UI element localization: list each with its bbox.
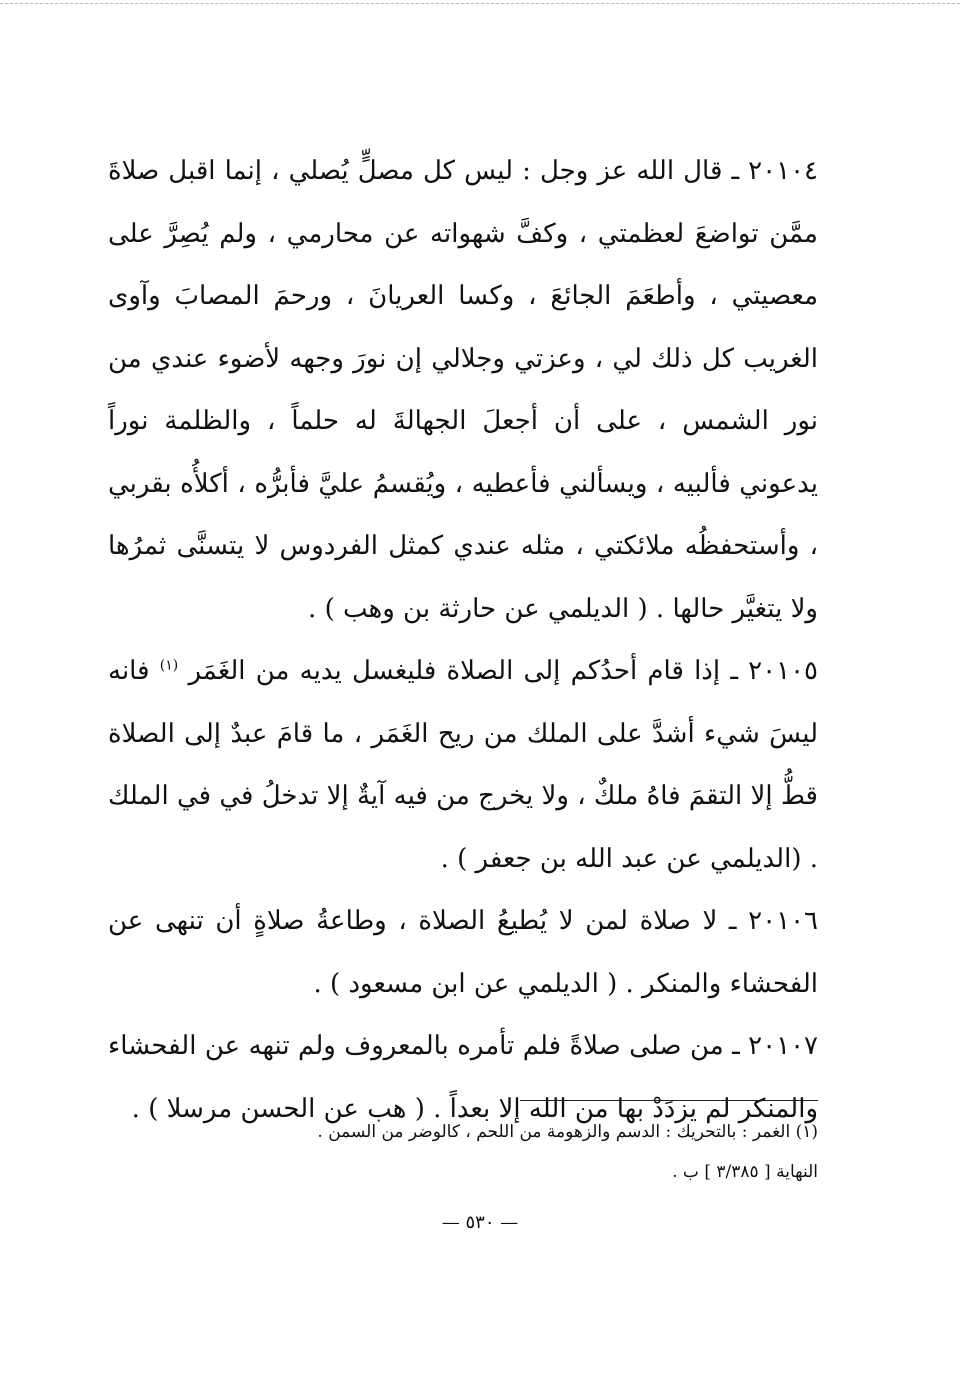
hadith-text: ـ إذا قام أحدُكم إلى الصلاة فليغسل يديه من الغَمَر xyxy=(188,656,749,686)
hadith-paragraph-20105 xyxy=(108,640,818,890)
hadith-number: ٢٠١٠٥ xyxy=(748,656,818,686)
scan-edge-line xyxy=(0,3,960,4)
hadith-number: ٢٠١٠٤ xyxy=(748,156,818,186)
footnotes xyxy=(108,1112,818,1192)
hadith-number: ٢٠١٠٦ xyxy=(748,906,818,936)
page-body xyxy=(108,140,818,1140)
hadith-text: ـ من صلى صلاةً فلم تأمره بالمعروف ولم تنهه عن الفحشاء والمنكر لم يزدَدْ بها من الله إلا بعداً . ( هب عن الحسن مرسلا ) . xyxy=(108,1031,818,1124)
footnote-marker: (١) xyxy=(159,657,179,674)
hadith-paragraph-20106 xyxy=(108,890,818,1015)
hadith-paragraph-20104 xyxy=(108,140,818,640)
hadith-text: ـ قال الله عز وجل : ليس كل مصلٍّ يُصلي ، إنما اقبل صلاةَ ممَّن تواضعَ لعظمتي ، وكفَّ شهواته عن محارمي ، ولم يُصِرَّ على معصيتي ، وأطعَمَ الجائعَ ، وكسا العريانَ ، ورحمَ المصابَ وآوى الغريب كل ذلك لي ، وعزتي وجلالي إن نورَ وجهه لأضوء عندي من نور الشمس ، على أن أجعلَ الجهالةَ له حلماً ، والظلمة نوراً يدعوني فألبيه ، ويسألني فأعطيه ، ويُقسمُ عليَّ فأبرُّه ، أكلأُه بقربي ، وأستحفظُه ملائكتي ، مثله عندي كمثل الفردوس لا يتسنَّى ثمرُها ولا يتغيَّر حالها . ( الديلمي عن حارثة بن وهب ) . xyxy=(108,156,818,624)
footnote-separator xyxy=(520,1100,818,1101)
page-number: — ٥٣٠ — xyxy=(441,1212,519,1233)
hadith-text: ـ لا صلاة لمن لا يُطيعُ الصلاة ، وطاعةُ صلاةٍ أن تنهى عن الفحشاء والمنكر . ( الديلمي عن ابن مسعود ) . xyxy=(108,906,818,999)
hadith-text-continued: فانه ليسَ شيء أشدَّ على الملك من ريح الغَمَر ، ما قامَ عبدٌ إلى الصلاة قطُّ إلا التقمَ فاهُ ملكٌ ، ولا يخرج من فيه آيةٌ إلا تدخلُ في في الملك . (الديلمي عن عبد الله بن جعفر ) . xyxy=(108,656,818,874)
footnote-line: (١) الغمر : بالتحريك : الدسم والزهومة من اللحم ، كالوضر من السمن . xyxy=(317,1122,818,1142)
footnote-reference: النهاية [ ٣/٣٨٥ ] ب . xyxy=(672,1162,818,1182)
hadith-number: ٢٠١٠٧ xyxy=(748,1031,818,1061)
